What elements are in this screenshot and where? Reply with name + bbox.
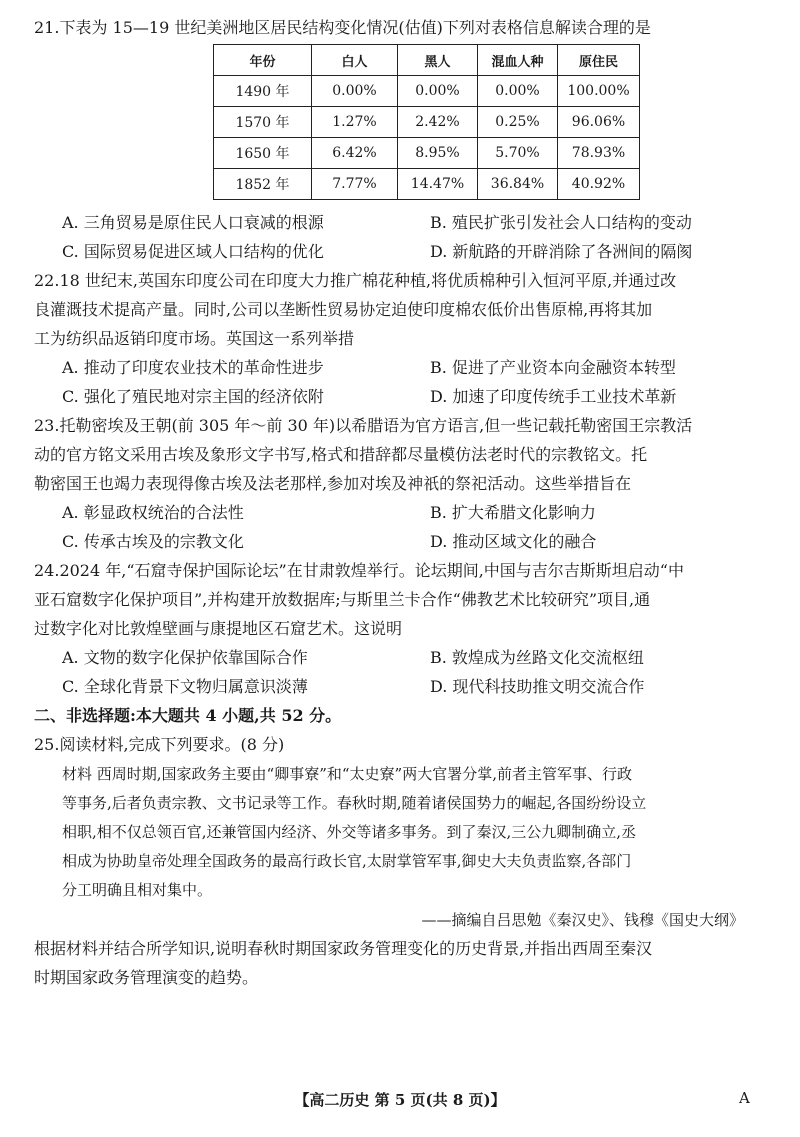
q22-option-c[interactable]: C. 强化了殖民地对宗主国的经济依附 [62,387,324,406]
table-cell: 0.00% [478,76,558,107]
table-row [214,107,640,138]
q23-stem-line: 动的官方铭文采用古埃及象形文字书写,格式和措辞都尽量模仿法老时代的宗教铭文。托 [34,445,648,464]
table-header-cell: 黑人 [398,45,478,76]
table-cell: 0.00% [312,76,398,107]
q21-option-c[interactable]: C. 国际贸易促进区域人口结构的优化 [62,242,324,261]
table-cell: 5.70% [478,138,558,169]
q24-option-b[interactable]: B. 敦煌成为丝路文化交流枢纽 [430,648,644,667]
q25-question-line: 时期国家政务管理演变的趋势。 [34,968,259,987]
q23-option-a[interactable]: A. 彰显政权统治的合法性 [62,503,244,522]
q21-option-d[interactable]: D. 新航路的开辟消除了各洲间的隔阂 [430,242,693,261]
q25-question-line: 根据材料并结合所学知识,说明春秋时期国家政务管理变化的历史背景,并指出西周至秦汉 [34,939,653,958]
q25-material-line: 等事务,后者负责宗教、文书记录等工作。春秋时期,随着诸侯国势力的崛起,各国纷纷设立 [62,794,647,812]
table-row [214,76,640,107]
q23-option-d[interactable]: D. 推动区域文化的融合 [430,532,597,551]
q25-material-line: 材料 西周时期,国家政务主要由“卿事寮”和“太史寮”两大官署分掌,前者主管军事、行政 [62,765,632,783]
q25-stem: 25.阅读材料,完成下列要求。(8 分) [34,735,285,754]
table-header-row [214,45,640,76]
page-footer: 【高二历史 第 5 页(共 8 页)】 [294,1091,506,1109]
table-header-cell: 年份 [214,45,312,76]
q22-option-b[interactable]: B. 促进了产业资本向金融资本转型 [430,358,676,377]
q24-stem-line: 亚石窟数字化保护项目”,并构建开放数据库;与斯里兰卡合作“佛教艺术比较研究”项目,通 [34,590,651,609]
q23-stem-line: 23.托勒密埃及王朝(前 305 年～前 30 年)以希腊语为官方语言,但一些记载托勒密国王宗教活 [34,416,693,435]
table-cell: 1.27% [312,107,398,138]
section-heading: 二、非选择题:本大题共 4 小题,共 52 分。 [34,706,342,725]
table-cell: 36.84% [478,169,558,200]
q25-material-line: 分工明确且相对集中。 [62,881,213,899]
q25-material-line: 相成为协助皇帝处理全国政务的最高行政长官,太尉掌管军事,御史大夫负责监察,各部门 [62,852,632,870]
q22-stem-line: 良灌溉技术提高产量。同时,公司以垄断性贸易协定迫使印度棉农低价出售原棉,再将其加 [34,300,653,319]
table-cell: 14.47% [398,169,478,200]
table-cell: 7.77% [312,169,398,200]
population-table [213,44,640,200]
table-cell: 8.95% [398,138,478,169]
q22-option-d[interactable]: D. 加速了印度传统手工业技术革新 [430,387,677,406]
table-header-cell: 白人 [312,45,398,76]
table-cell: 1490 年 [214,76,312,107]
table-cell: 1650 年 [214,138,312,169]
table-header-cell: 混血人种 [478,45,558,76]
q25-material-line: 相职,相不仅总领百官,还兼管国内经济、外交等诸多事务。到了秦汉,三公九卿制确立,丞 [62,823,637,841]
table-cell: 0.00% [398,76,478,107]
paper-version-mark: A [739,1089,750,1107]
table-cell: 0.25% [478,107,558,138]
q23-option-b[interactable]: B. 扩大希腊文化影响力 [430,503,596,522]
q23-option-c[interactable]: C. 传承古埃及的宗教文化 [62,532,244,551]
q24-stem-line: 24.2024 年,“石窟寺保护国际论坛”在甘肃敦煌举行。论坛期间,中国与吉尔吉斯斯坦启动“中 [34,561,684,580]
table-cell: 40.92% [558,169,640,200]
q21-option-a[interactable]: A. 三角贸易是原住民人口衰减的根源 [62,213,324,232]
q22-stem-line: 工为纺织品返销印度市场。英国这一系列举措 [34,329,355,348]
q21-stem: 21.下表为 15—19 世纪美洲地区居民结构变化情况(估值)下列对表格信息解读合理的是 [34,18,651,37]
table-row [214,169,640,200]
q22-option-a[interactable]: A. 推动了印度农业技术的革命性进步 [62,358,324,377]
table-header-cell: 原住民 [558,45,640,76]
table-cell: 100.00% [558,76,640,107]
q22-stem-line: 22.18 世纪末,英国东印度公司在印度大力推广棉花种植,将优质棉种引入恒河平原,并通过改 [34,271,677,290]
table-cell: 1570 年 [214,107,312,138]
table-row [214,138,640,169]
q24-option-a[interactable]: A. 文物的数字化保护依靠国际合作 [62,648,308,667]
q25-source: ——摘编自吕思勉《秦汉史》、钱穆《国史大纲》 [421,911,744,929]
q24-option-c[interactable]: C. 全球化背景下文物归属意识淡薄 [62,677,308,696]
q24-option-d[interactable]: D. 现代科技助推文明交流合作 [430,677,645,696]
table-cell: 2.42% [398,107,478,138]
table-cell: 96.06% [558,107,640,138]
table-cell: 1852 年 [214,169,312,200]
q24-stem-line: 过数字化对比敦煌壁画与康提地区石窟艺术。这说明 [34,619,403,638]
table-cell: 6.42% [312,138,398,169]
q21-option-b[interactable]: B. 殖民扩张引发社会人口结构的变动 [430,213,692,232]
q23-stem-line: 勒密国王也竭力表现得像古埃及法老那样,参加对埃及神祇的祭祀活动。这些举措旨在 [34,474,632,493]
table-cell: 78.93% [558,138,640,169]
